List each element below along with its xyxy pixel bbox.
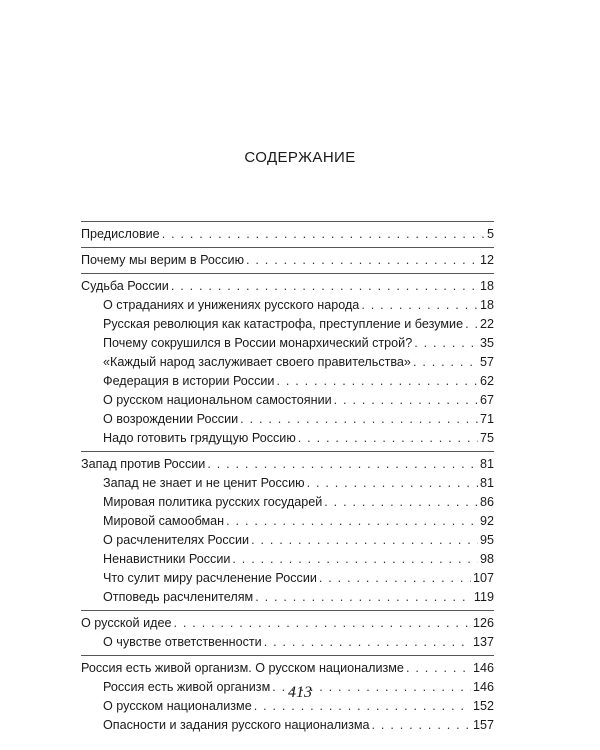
dot-leader	[307, 474, 478, 493]
page-title: СОДЕРЖАНИЕ	[244, 149, 356, 166]
toc-entry-page-number: 98	[479, 552, 494, 566]
toc-entry-page-number: 107	[472, 571, 494, 585]
toc-entry-page-number: 126	[472, 616, 494, 630]
toc-chapter-entry[interactable]	[81, 225, 494, 244]
toc-entry-page-number: 57	[479, 355, 494, 369]
toc-subsection-entry[interactable]	[81, 391, 494, 410]
toc-subsection-entry[interactable]	[81, 315, 494, 334]
toc-entry-page-number: 22	[479, 317, 494, 331]
toc-entry-page-number: 157	[472, 718, 494, 732]
toc-subsection-entry[interactable]	[81, 429, 494, 448]
dot-leader	[255, 588, 472, 607]
toc-subsection-entry[interactable]	[81, 372, 494, 391]
toc-entry-page-number: 137	[472, 635, 494, 649]
toc-entry-title: Опасности и задания русского национализма	[103, 718, 370, 732]
toc-entry-title: О чувстве ответственности	[103, 635, 262, 649]
toc-entry-page-number: 146	[472, 661, 494, 675]
toc-entry-page-number: 95	[479, 533, 494, 547]
toc-entry-page-number: 152	[472, 699, 494, 713]
toc-entry-title: Запад не знает и не ценит Россию	[103, 476, 305, 490]
toc-entry-title: Мировая политика русских государей	[103, 495, 323, 509]
dot-leader	[232, 550, 478, 569]
toc-subsection-entry[interactable]	[81, 474, 494, 493]
toc-entry-title: Мировой самообман	[103, 514, 225, 528]
page-number: 413	[288, 684, 312, 701]
section-divider	[81, 451, 494, 452]
dot-leader	[414, 334, 478, 353]
toc-subsection-entry[interactable]	[81, 493, 494, 512]
toc-subsection-entry[interactable]	[81, 353, 494, 372]
toc-entry-title: О расчленителях России	[103, 533, 250, 547]
table-of-contents	[81, 218, 494, 735]
toc-entry-page-number: 119	[473, 590, 494, 604]
toc-entry-title: Ненавистники России	[103, 552, 231, 566]
toc-chapter-entry[interactable]	[81, 455, 494, 474]
toc-entry-title: Россия есть живой организм	[103, 680, 271, 694]
dot-leader	[406, 659, 471, 678]
dot-leader	[171, 277, 478, 296]
toc-entry-page-number: 62	[479, 374, 494, 388]
dot-leader	[319, 569, 471, 588]
toc-entry-title: «Каждый народ заслуживает своего правительства»	[103, 355, 411, 369]
toc-entry-title: О страданиях и унижениях русского народа	[103, 298, 360, 312]
toc-chapter-entry[interactable]	[81, 614, 494, 633]
dot-leader	[162, 225, 485, 244]
toc-subsection-entry[interactable]	[81, 512, 494, 531]
section-divider	[81, 273, 494, 274]
toc-entry-title: Почему мы верим в Россию	[81, 253, 245, 267]
dot-leader	[361, 296, 478, 315]
toc-entry-page-number: 35	[479, 336, 494, 350]
dot-leader	[465, 315, 478, 334]
toc-entry-title: О русском национальном самостоянии	[103, 393, 332, 407]
toc-entry-title: Федерация в истории России	[103, 374, 275, 388]
dot-leader	[226, 512, 478, 531]
toc-entry-page-number: 5	[486, 227, 494, 241]
dot-leader	[174, 614, 471, 633]
toc-chapter-entry[interactable]	[81, 251, 494, 270]
dot-leader	[264, 633, 471, 652]
dot-leader	[298, 429, 478, 448]
dot-leader	[246, 251, 478, 270]
toc-subsection-entry[interactable]	[81, 569, 494, 588]
toc-entry-page-number: 18	[479, 298, 494, 312]
toc-entry-title: Россия есть живой организм. О русском национализме	[81, 661, 404, 675]
toc-entry-title: Почему сокрушился в России монархический строй?	[103, 336, 413, 350]
toc-entry-title: О возрождении России	[103, 412, 239, 426]
toc-entry-page-number: 75	[479, 431, 494, 445]
toc-entry-page-number: 146	[472, 680, 494, 694]
toc-chapter-entry[interactable]	[81, 659, 494, 678]
toc-entry-title: Запад против России	[81, 457, 206, 471]
toc-entry-title: Что сулит миру расчленение России	[103, 571, 317, 585]
toc-entry-page-number: 18	[479, 279, 494, 293]
dot-leader	[324, 493, 478, 512]
toc-chapter-entry[interactable]	[81, 277, 494, 296]
toc-subsection-entry[interactable]	[81, 334, 494, 353]
toc-subsection-entry[interactable]	[81, 296, 494, 315]
dot-leader	[240, 410, 478, 429]
toc-entry-page-number: 71	[479, 412, 494, 426]
dot-leader	[276, 372, 478, 391]
dot-leader	[334, 391, 478, 410]
section-divider	[81, 610, 494, 611]
section-divider	[81, 247, 494, 248]
toc-entry-title: О русском национализме	[103, 699, 252, 713]
toc-entry-title: О русской идее	[81, 616, 172, 630]
toc-entry-page-number: 81	[479, 476, 494, 490]
toc-subsection-entry[interactable]	[81, 716, 494, 735]
toc-entry-title: Судьба России	[81, 279, 169, 293]
toc-entry-page-number: 86	[479, 495, 494, 509]
toc-subsection-entry[interactable]	[81, 531, 494, 550]
toc-entry-page-number: 67	[479, 393, 494, 407]
toc-entry-page-number: 92	[479, 514, 494, 528]
dot-leader	[207, 455, 478, 474]
dot-leader	[413, 353, 478, 372]
toc-entry-title: Отповедь расчленителям	[103, 590, 254, 604]
dot-leader	[251, 531, 478, 550]
dot-leader	[372, 716, 471, 735]
toc-entry-title: Предисловие	[81, 227, 160, 241]
toc-entry-title: Русская революция как катастрофа, преступление и безумие	[103, 317, 464, 331]
section-divider	[81, 221, 494, 222]
toc-entry-page-number: 12	[479, 253, 494, 267]
toc-subsection-entry[interactable]	[81, 410, 494, 429]
section-divider	[81, 655, 494, 656]
toc-subsection-entry[interactable]	[81, 550, 494, 569]
toc-subsection-entry[interactable]	[81, 588, 494, 607]
toc-subsection-entry[interactable]	[81, 633, 494, 652]
toc-entry-page-number: 81	[479, 457, 494, 471]
toc-entry-title: Надо готовить грядущую Россию	[103, 431, 296, 445]
